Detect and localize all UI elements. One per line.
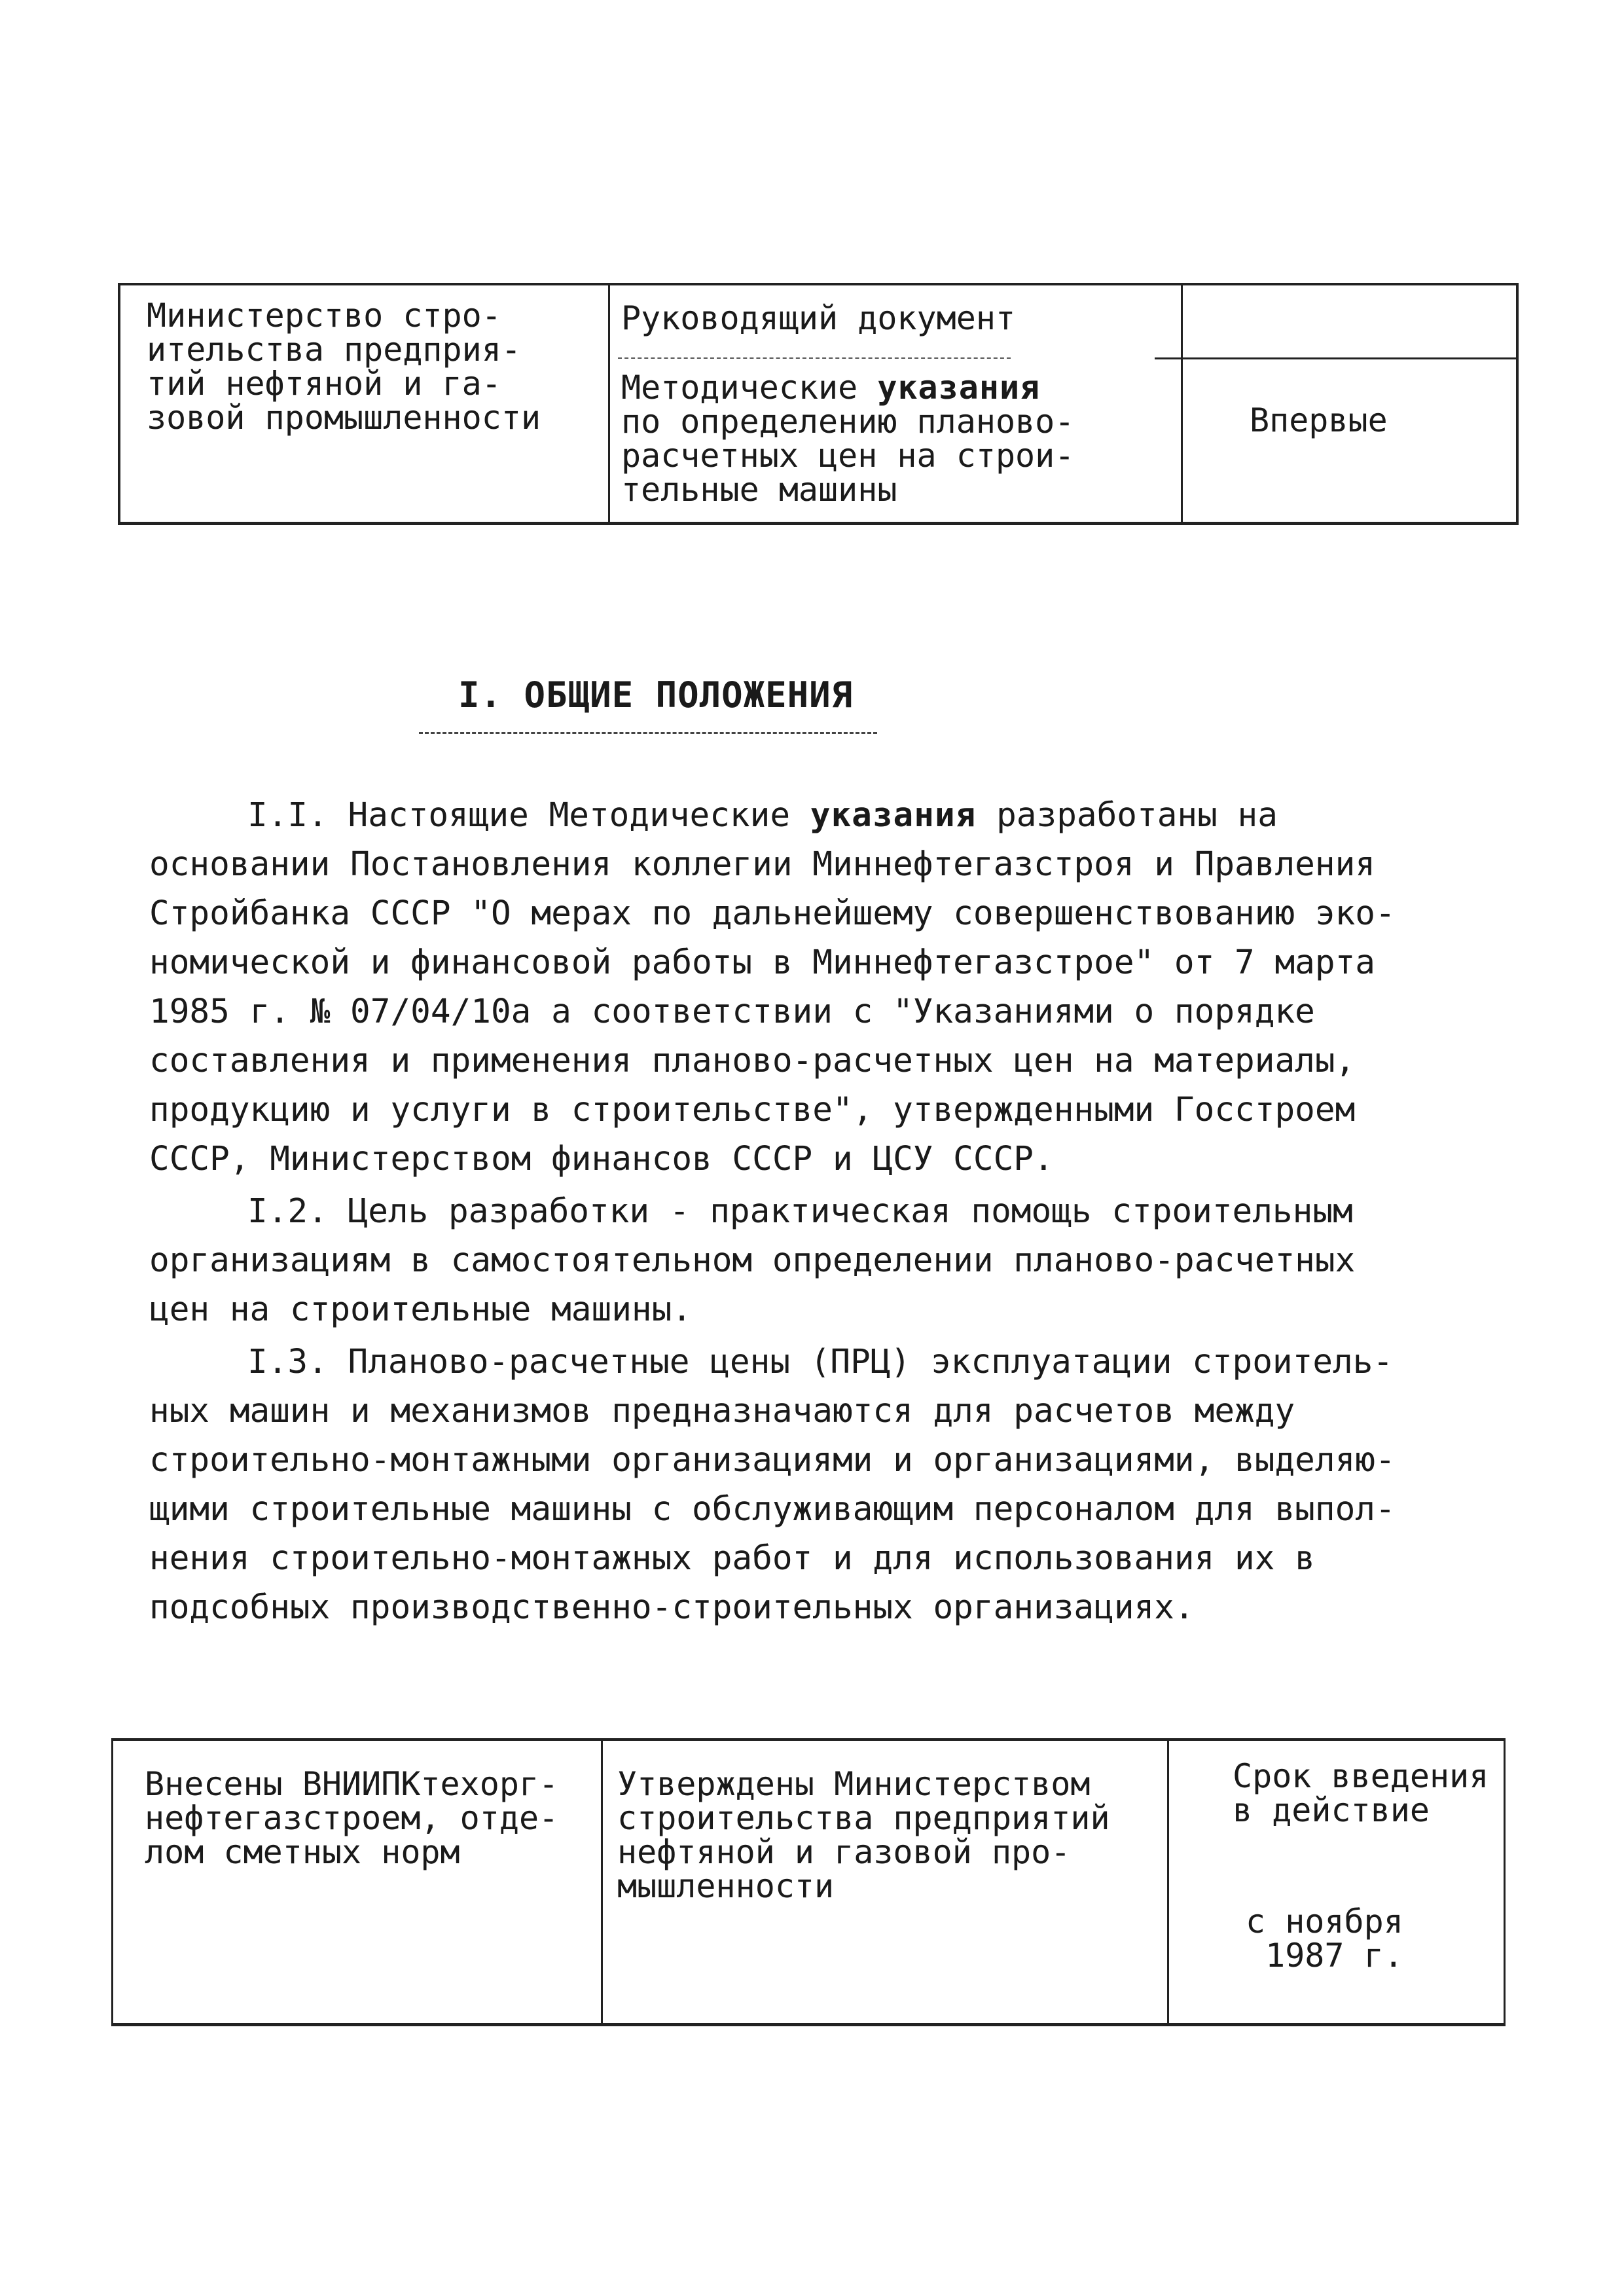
footer-table — [111, 1738, 1506, 2026]
section-title: I. ОБЩИЕ ПОЛОЖЕНИЯ — [458, 674, 854, 716]
document-title — [621, 371, 1074, 507]
header-divider-2 — [1181, 285, 1183, 522]
paragraph-1-2: I.2. Цель разработки - практическая помощь строительным организациям в самостоятельном определении планово-расчетных цен на строительные машины. — [149, 1192, 1356, 1329]
document-title-bold: указания — [877, 369, 1041, 407]
body-text — [149, 791, 1452, 1635]
paragraph-1-1 — [149, 791, 1452, 1184]
header-table — [118, 283, 1519, 525]
document-status: Впервые — [1250, 401, 1388, 439]
header-row-rule-dashed — [618, 357, 1011, 359]
document-type: Руководящий документ — [621, 299, 1016, 337]
paragraph-1-1-rest: разработаны на основании Постановления коллегии Миннефтегазстроя и Правления Стройбанка СССР "О мерах по дальнейшему совершенствованию эко- номической и финансовой работы в Миннефтегазстрое" от 7 марта 1985 г. № 07/04/10а а соответствии с "Указаниями о порядке составления и применения планово-расчетных цен на материалы, продукцию и услуги в строительстве", утвержденными Госстроем СССР, Министерством финансов СССР и ЦСУ СССР. — [149, 796, 1396, 1178]
footer-divider-2 — [1167, 1741, 1169, 2023]
effective-label: Срок введения в действие — [1233, 1757, 1489, 1829]
footer-divider-1 — [601, 1741, 603, 2023]
section-title-rule — [419, 732, 877, 734]
header-row-rule — [1155, 357, 1516, 359]
effective-date: с ноября 1987 г. — [1246, 1903, 1403, 1975]
document-title-rest: по определению планово- расчетных цен на строи- тельные машины — [621, 403, 1075, 509]
approved-by: Утверждены Министерством строительства предприятий нефтяной и газовой про- мышленности — [617, 1765, 1110, 1905]
paragraph-1-1-start: I.I. Настоящие Методические — [247, 796, 810, 835]
paragraph-1-1-bold: указания — [810, 796, 977, 835]
header-divider-1 — [608, 285, 610, 522]
introduced-by: Внесены ВНИИПКтехорг- нефтегазстроем, отде- лом сметных норм — [145, 1765, 559, 1871]
paragraph-1-3: I.3. Планово-расчетные цены (ПРЦ) эксплуатации строитель- ных машин и механизмов предназначаются для расчетов между строительно-монтажными организациями и организациями, выделяю- щими строительные машины с обслуживающим персоналом для выпол- нения строительно-монтажных работ и для использования их в подсобных производственно-строительных организациях. — [149, 1343, 1396, 1627]
ministry-name: Министерство стро- ительства предприя- тий нефтяной и га- зовой промышленности — [147, 297, 541, 437]
document-title-prefix: Методические — [621, 369, 878, 407]
